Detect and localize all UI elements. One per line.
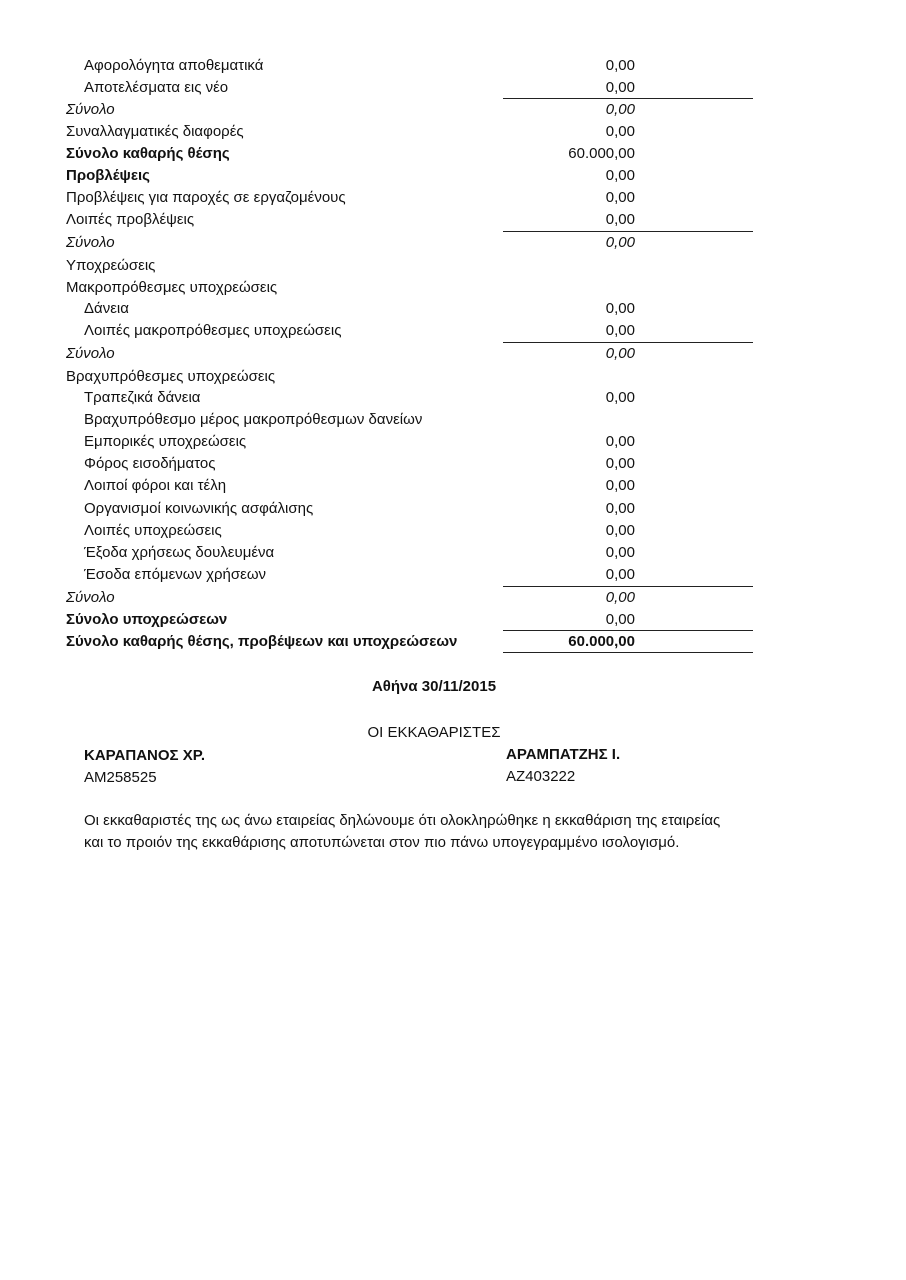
signer-name: ΚΑΡΑΠΑΝΟΣ ΧΡ.: [84, 747, 205, 764]
row-value: 0,00: [605, 300, 635, 317]
table-row: [0, 255, 906, 277]
row-value: 0,00: [605, 500, 635, 517]
table-row: [0, 165, 906, 187]
row-value: 0,00: [605, 544, 635, 561]
table-row: [0, 498, 906, 520]
row-value: 0,00: [605, 167, 635, 184]
table-row: [0, 587, 906, 609]
row-label: Φόρος εισοδήματος: [84, 455, 216, 472]
table-row: [0, 453, 906, 475]
table-row: [0, 609, 906, 631]
table-row: [0, 298, 906, 320]
row-label: Λοιπές προβλέψεις: [66, 211, 195, 228]
row-label: Βραχυπρόθεσμο μέρος μακροπρόθεσμων δανείων: [84, 411, 423, 428]
row-label: Αφορολόγητα αποθεματικά: [84, 57, 264, 74]
statement-line: και το προιόν της εκκαθάρισης αποτυπώνεται στον πιο πάνω υπογεγραμμένο ισολογισμό.: [84, 834, 680, 851]
row-value: 0,00: [605, 389, 635, 406]
liquidators-title: ΟΙ ΕΚΚΑΘΑΡΙΣΤΕΣ: [367, 724, 501, 741]
grand-total-rule: [503, 652, 753, 653]
row-label: Βραχυπρόθεσμες υποχρεώσεις: [66, 368, 276, 385]
row-value: 0,00: [605, 57, 635, 74]
row-value: 0,00: [605, 234, 635, 251]
row-value: 0,00: [605, 211, 635, 228]
liquidation-statement: [84, 810, 784, 854]
table-row: [0, 55, 906, 77]
date-place: Αθήνα 30/11/2015: [371, 678, 497, 695]
row-label: Σύνολο καθαρής θέσης: [66, 145, 230, 162]
row-value: 0,00: [605, 189, 635, 206]
table-row: [0, 320, 906, 342]
row-label: Λοιπές υποχρεώσεις: [84, 522, 222, 539]
row-label: Μακροπρόθεσμες υποχρεώσεις: [66, 279, 278, 296]
row-value: 0,00: [605, 345, 635, 362]
signer-name: ΑΡΑΜΠΑΤΖΗΣ Ι.: [506, 746, 621, 763]
table-row: [0, 209, 906, 231]
row-label: Έξοδα χρήσεως δουλευμένα: [84, 544, 275, 561]
row-value: 0,00: [605, 123, 635, 140]
table-row: [0, 121, 906, 143]
row-label: Σύνολο: [66, 345, 115, 362]
table-row: [0, 542, 906, 564]
table-row: [0, 366, 906, 388]
signer-id: ΑΜ258525: [84, 769, 157, 786]
row-value: 0,00: [605, 589, 635, 606]
row-label: Προβλέψεις για παροχές σε εργαζομένους: [66, 189, 346, 206]
row-label: Σύνολο: [66, 589, 115, 606]
row-label: Έσοδα επόμενων χρήσεων: [84, 566, 267, 583]
row-value: 60.000,00: [568, 633, 635, 650]
table-row: [0, 187, 906, 209]
row-label: Προβλέψεις: [66, 167, 150, 184]
row-label: Δάνεια: [84, 300, 129, 317]
row-value: 0,00: [605, 611, 635, 628]
row-label: Συναλλαγματικές διαφορές: [66, 123, 244, 140]
row-label: Σύνολο: [66, 234, 115, 251]
row-value: 0,00: [605, 522, 635, 539]
table-row: [0, 520, 906, 542]
row-label: Σύνολο: [66, 101, 115, 118]
row-label: Αποτελέσματα εις νέο: [84, 79, 229, 96]
row-value: 0,00: [605, 566, 635, 583]
row-label: Λοιποί φόροι και τέλη: [84, 477, 227, 494]
row-value: 0,00: [605, 101, 635, 118]
row-label: Σύνολο υποχρεώσεων: [66, 611, 228, 628]
row-value: 60.000,00: [568, 145, 635, 162]
row-label: Εμπορικές υποχρεώσεις: [84, 433, 247, 450]
row-label: Οργανισμοί κοινωνικής ασφάλισης: [84, 500, 314, 517]
row-label: Υποχρεώσεις: [66, 257, 156, 274]
table-row: [0, 564, 906, 586]
signer-id: ΑΖ403222: [506, 768, 576, 785]
row-label: Σύνολο καθαρής θέσης, προβέψεων και υποχρεώσεων: [66, 633, 458, 650]
row-value: 0,00: [605, 455, 635, 472]
row-value: 0,00: [605, 79, 635, 96]
table-row: [0, 343, 906, 365]
table-row: [0, 475, 906, 497]
table-row: [0, 99, 906, 121]
row-value: 0,00: [605, 477, 635, 494]
table-row: [0, 431, 906, 453]
table-row: [0, 387, 906, 409]
statement-line: Οι εκκαθαριστές της ως άνω εταιρείας δηλώνουμε ότι ολοκληρώθηκε η εκκαθάριση της εταιρείας: [84, 812, 721, 829]
table-row: [0, 631, 906, 653]
table-row: [0, 77, 906, 99]
table-row: [0, 143, 906, 165]
row-value: 0,00: [605, 322, 635, 339]
row-label: Τραπεζικά δάνεια: [84, 389, 201, 406]
table-row: [0, 409, 906, 431]
table-row: [0, 232, 906, 254]
row-label: Λοιπές μακροπρόθεσμες υποχρεώσεις: [84, 322, 342, 339]
table-row: [0, 277, 906, 299]
row-value: 0,00: [605, 433, 635, 450]
